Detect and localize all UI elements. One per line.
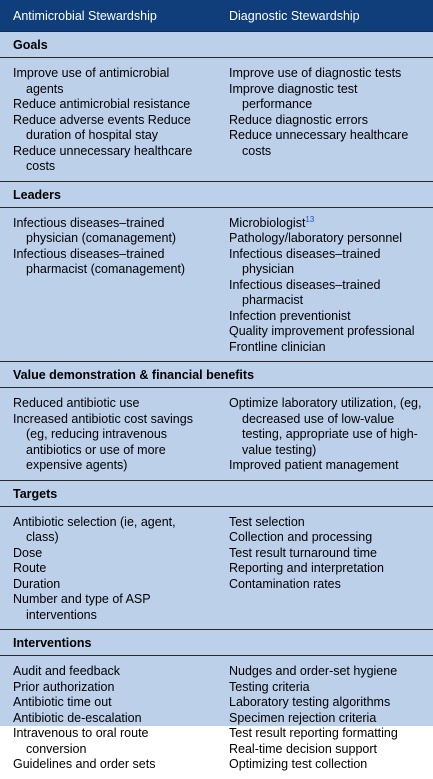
list-item: Laboratory testing algorithms (229, 695, 391, 709)
section-title-goals: Goals (0, 32, 433, 58)
list-item: Nudges and order-set hygiene (229, 664, 398, 678)
list-item: Quality improvement professional (229, 324, 415, 338)
list-item: Intravenous to oral route conversion (13, 726, 149, 756)
list-item: Real-time decision support (229, 741, 377, 756)
list-item: Antibiotic de-escalation (13, 710, 142, 725)
targets-diagnostic-column (214, 515, 433, 624)
list-item: Prior authorization (13, 679, 115, 694)
list-item: Specimen rejection criteria (229, 710, 377, 725)
list-item: Test selection (229, 514, 305, 529)
list-item: Number and type of ASP interventions (13, 592, 151, 622)
list-item: Infectious diseases–trained physician (229, 246, 381, 276)
list-item: Test result turnaround time (229, 545, 377, 560)
table-header (0, 0, 433, 32)
microbiologist-label: Microbiologist (229, 215, 306, 230)
list-item: Reduced antibiotic use (13, 396, 140, 410)
list-item (229, 216, 429, 232)
list-item: Infectious diseases–trained pharmacist (229, 277, 381, 307)
list-item: Contamination rates (229, 576, 341, 591)
list-item: Frontline clinician (229, 339, 326, 354)
leaders-diagnostic-column (214, 216, 433, 356)
list-item: Dose (13, 545, 43, 560)
list-item: Reduce antimicrobial resistance (13, 97, 191, 111)
targets-antimicrobial-column (0, 515, 214, 624)
list-item: Pathology/laboratory personnel (229, 231, 403, 245)
list-item: Audit and feedback (13, 664, 121, 678)
leaders-antimicrobial-column (0, 216, 214, 356)
section-body-targets (0, 507, 433, 630)
section-title-value-demonstration: Value demonstration & financial benefits (0, 361, 433, 388)
list-item: Duration (13, 576, 61, 591)
value-antimicrobial-column (0, 396, 214, 474)
list-item: Improve use of antimicrobial agents (13, 66, 170, 96)
value-diagnostic-column (214, 396, 433, 474)
section-title-interventions: Interventions (0, 629, 433, 656)
list-item: Reduce unnecessary healthcare costs (13, 143, 193, 173)
section-body-leaders (0, 208, 433, 362)
list-item: Reduce adverse events Reduce duration of hospital stay (13, 112, 191, 142)
list-item: Infection preventionist (229, 308, 351, 323)
citation-13[interactable]: 13 (305, 214, 315, 224)
section-body-goals (0, 58, 433, 181)
list-item: Reporting and interpretation (229, 561, 384, 575)
list-item: Optimize laboratory utilization, (eg, decreased use of low-value testing, appropriate use of high-value testing) (229, 396, 422, 457)
list-item: Infectious diseases–trained pharmacist (comanagement) (13, 246, 186, 276)
section-title-leaders: Leaders (0, 181, 433, 208)
list-item: Increased antibiotic cost savings (eg, reducing intravenous antibiotics or use of more expensive agents) (13, 411, 193, 472)
list-item: Improved patient management (229, 458, 399, 472)
header-diagnostic-stewardship: Diagnostic Stewardship (229, 8, 360, 23)
list-item: Infectious diseases–trained physician (comanagement) (13, 215, 177, 245)
interventions-antimicrobial-column (0, 664, 214, 773)
interventions-diagnostic-column (214, 664, 433, 773)
list-item: Antibiotic selection (ie, agent, class) (13, 514, 176, 544)
list-item: Antibiotic time out (13, 695, 112, 709)
goals-diagnostic-column (214, 66, 433, 175)
list-item: Guidelines and order sets (13, 757, 156, 771)
section-title-targets: Targets (0, 480, 433, 507)
list-item: Reduce unnecessary healthcare costs (229, 128, 409, 158)
list-item: Testing criteria (229, 679, 310, 694)
list-item: Optimizing test collection (229, 757, 368, 771)
goals-antimicrobial-column (0, 66, 214, 175)
list-item: Reduce diagnostic errors (229, 112, 368, 127)
list-item: Test result reporting formatting (229, 726, 398, 740)
section-body-value-demonstration (0, 388, 433, 480)
list-item: Improve use of diagnostic tests (229, 66, 402, 80)
list-item: Collection and processing (229, 530, 373, 544)
header-antimicrobial-stewardship: Antimicrobial Stewardship (13, 8, 157, 23)
list-item: Improve diagnostic test performance (229, 81, 358, 111)
section-body-interventions (0, 656, 433, 779)
list-item: Route (13, 561, 47, 575)
